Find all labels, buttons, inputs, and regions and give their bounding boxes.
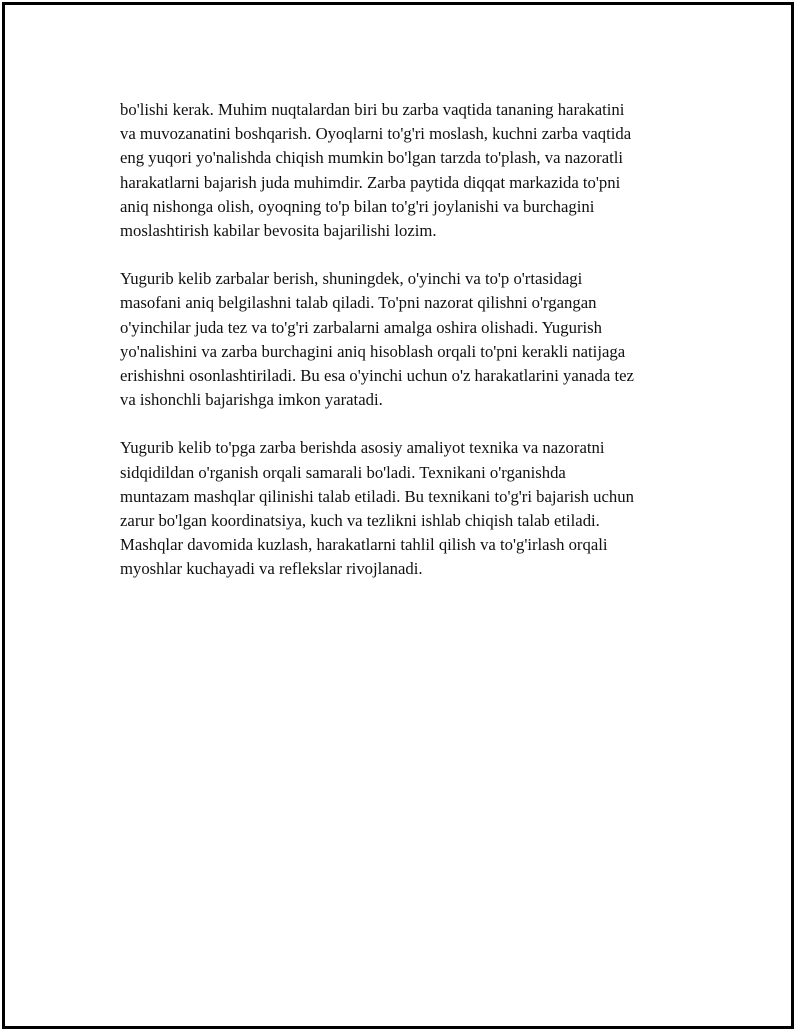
document-body bbox=[120, 98, 710, 606]
page-frame bbox=[2, 2, 794, 1029]
paragraph-2: Yugurib kelib zarbalar berish, shuningdek, o'yinchi va to'p o'rtasidagi masofani aniq belgilashni talab qiladi. To'pni nazorat qilishni o'rgangan o'yinchilar juda tez va to'g'ri zarbalarni amalga oshira olishadi. Yugurish yo'nalishini va zarba burchagini aniq hisoblash orqali to'pni kerakli natijaga erishishni osonlashtiriladi. Bu esa o'yinchi uchun o'z harakatlarini yanada tez va ishonchli bajarishga imkon yaratadi. bbox=[120, 269, 634, 410]
paragraph-1: bo'lishi kerak. Muhim nuqtalardan biri bu zarba vaqtida tananing harakatini va muvozanatini boshqarish. Oyoqlarni to'g'ri moslash, kuchni zarba vaqtida eng yuqori yo'nalishda chiqish mumkin bo'lgan tarzda to'plash, va nazoratli harakatlarni bajarish juda muhimdir. Zarba paytida diqqat markazida to'pni aniq nishonga olish, oyoqning to'p bilan to'g'ri joylanishi va burchagini moslashtirish kabilar bevosita bajarilishi lozim. bbox=[120, 100, 632, 241]
paragraph-3: Yugurib kelib to'pga zarba berishda asosiy amaliyot texnika va nazoratni sidqidildan o'rganish orqali samarali bo'ladi. Texnikani o'rganishda muntazam mashqlar qilinishi talab etiladi. Bu texnikani to'g'ri bajarish uchun zarur bo'lgan koordinatsiya, kuch va tezlikni ishlab chiqish talab etiladi. Mashqlar davomida kuzlash, harakatlarni tahlil qilish va to'g'irlash orqali myoshlar kuchayadi va reflekslar rivojlanadi. bbox=[120, 438, 634, 579]
